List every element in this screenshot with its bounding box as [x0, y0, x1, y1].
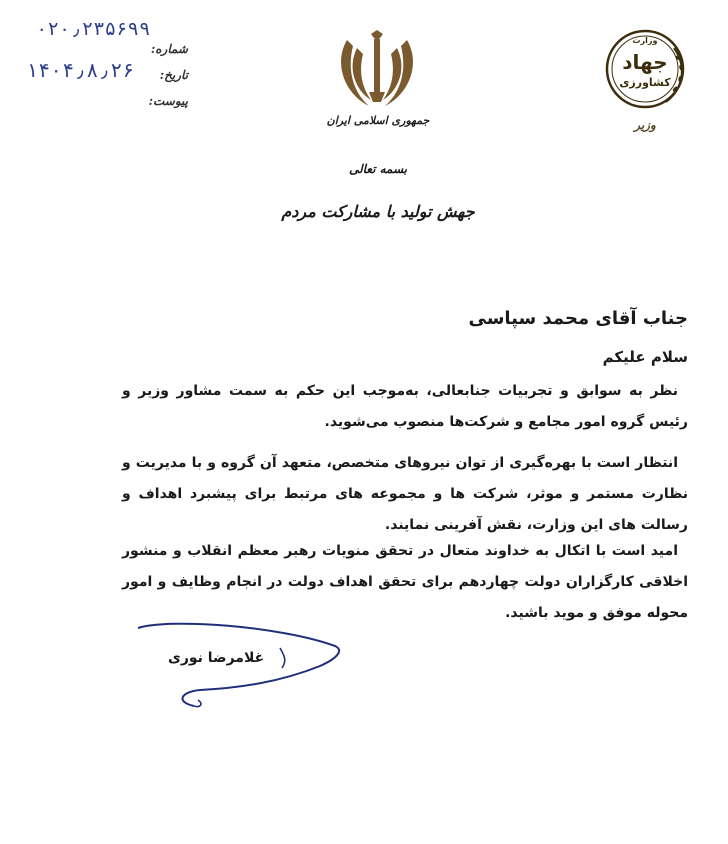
paragraph: امید است با اتکال به خداوند متعال در تحقق منویات رهبر معظم انقلاب و منشور اخلاقی کارگزاران دولت چهاردهم برای تحقق اهداف دولت در انجام وظایف و امور محوله موفق و موید باشید.: [122, 543, 688, 621]
letter-date: ۱۴۰۴٫۸٫۲۶: [26, 58, 135, 82]
label-date: تاریخ:: [159, 68, 188, 82]
iran-emblem-icon: [339, 30, 415, 110]
slogan: جهش تولید با مشارکت مردم: [281, 202, 475, 221]
label-attachment: پیوست:: [148, 94, 188, 108]
seal-text-bottom: کشاورزی: [619, 76, 671, 89]
bismillah: بسمه تعالی: [348, 162, 408, 176]
letter-number: ۰۲۰٫۲۳۵۶۹۹: [36, 18, 151, 40]
seal-text-name: جهاد: [622, 50, 668, 74]
seal-caption: وزیر: [634, 118, 656, 132]
signer-name: غلامرضا نوری: [168, 650, 265, 666]
paragraph: انتظار است با بهره‌گیری از توان نیروهای متخصص، متعهد آن گروه و با مدیریت و نظارت مستمر و موثر، شرکت ها و مجموعه های مرتبط برای پیشبرد اهداف و رسالت های این وزارت، نقش آفرینی نمایند.: [122, 455, 688, 533]
paragraph: نظر به سوابق و تجربیات جنابعالی، به‌موجب این حکم به سمت مشاور وزیر و رئیس گروه امور مجامع و شرکت‌ها منصوب می‌شوید.: [122, 383, 688, 430]
greeting: سلام علیکم: [602, 348, 688, 366]
seal-text-top: وزارت: [632, 36, 658, 45]
recipient: جناب آقای محمد سپاسی: [468, 308, 688, 329]
emblem-caption: جمهوری اسلامی ایران: [326, 114, 430, 127]
signature-icon: [130, 618, 350, 718]
label-number: شماره:: [150, 42, 188, 56]
